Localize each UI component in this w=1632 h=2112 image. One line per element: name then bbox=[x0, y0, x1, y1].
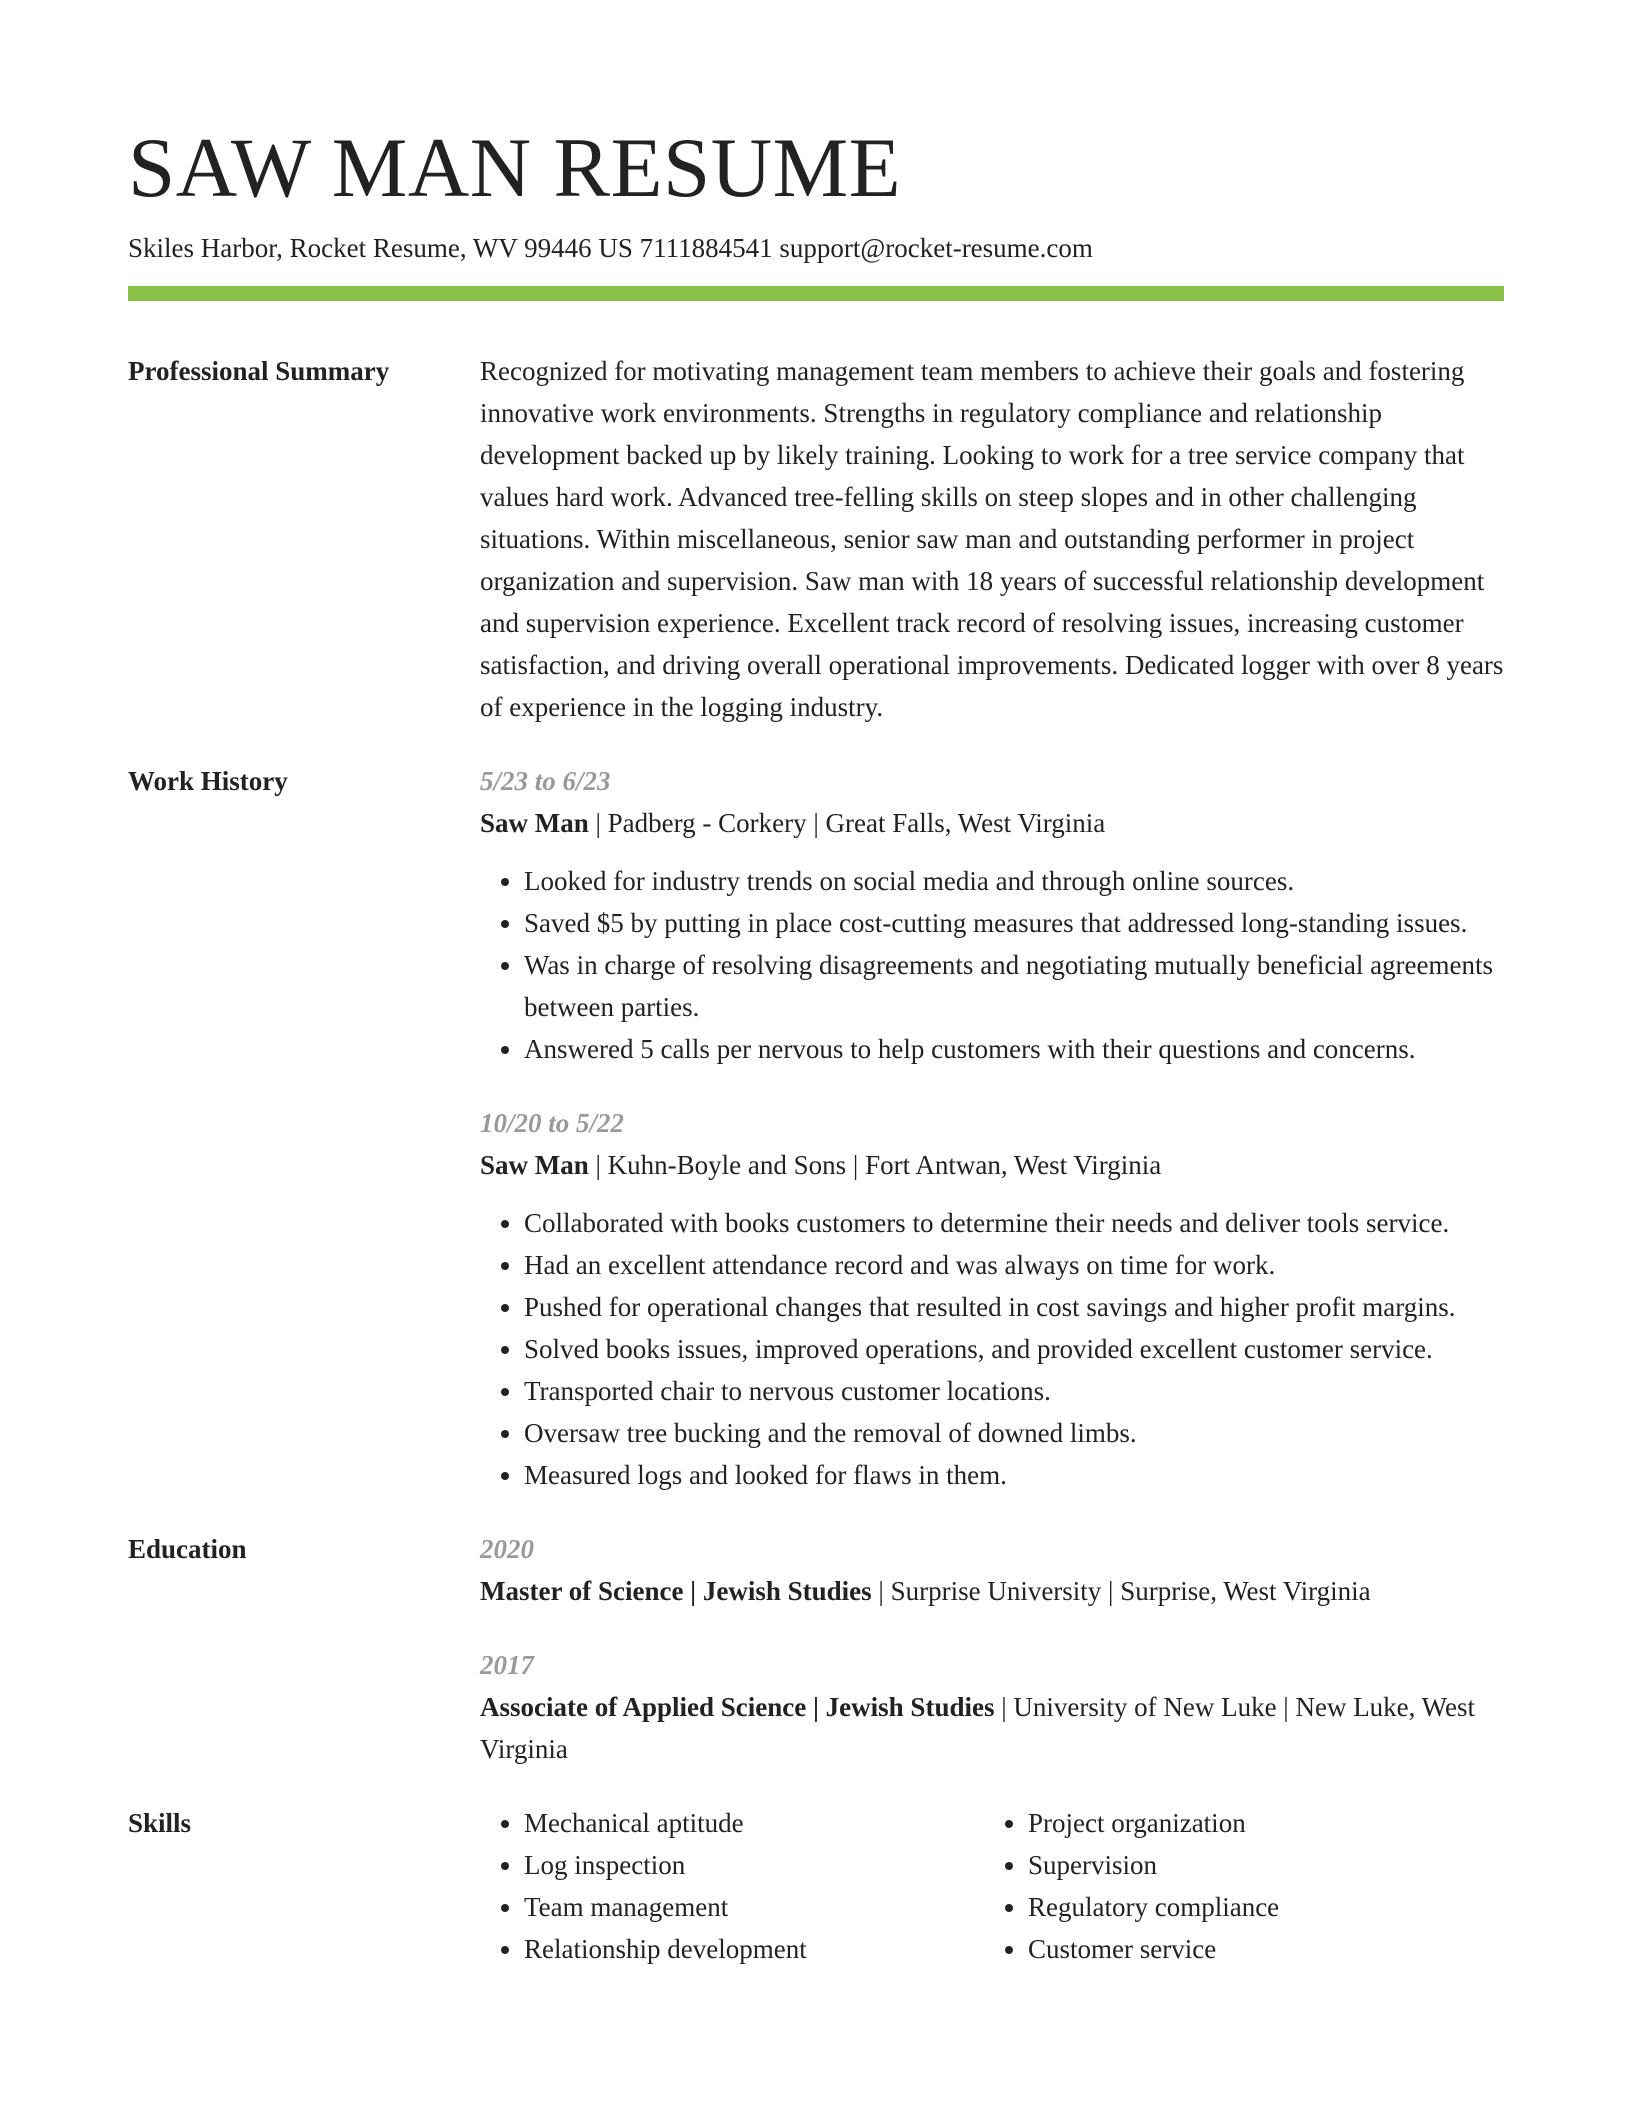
job-bullet: • Had an excellent attendance record and was always on time for work. bbox=[524, 1244, 1504, 1286]
resume-title: SAW MAN RESUME bbox=[128, 121, 902, 215]
job-details: | Kuhn-Boyle and Sons | Fort Antwan, West Virginia bbox=[588, 1150, 1162, 1180]
skills-section bbox=[128, 1802, 1504, 1970]
job-bullets bbox=[480, 1202, 1504, 1496]
skills-list-right bbox=[984, 1802, 1488, 1970]
job-dates: 10/20 to 5/22 bbox=[480, 1108, 625, 1138]
skills-heading: Skills bbox=[128, 1808, 192, 1838]
education-body bbox=[480, 1528, 1504, 1770]
skills-list-left bbox=[480, 1802, 984, 1970]
skill-item: • Customer service bbox=[1028, 1928, 1488, 1970]
job-bullet: • Saved $5 by putting in place cost-cutting measures that addressed long-standing issues. bbox=[524, 902, 1504, 944]
job-entry bbox=[480, 1102, 1504, 1496]
contact-line: Skiles Harbor, Rocket Resume, WV 99446 US 7111884541 support@rocket-resume.com bbox=[128, 233, 1093, 263]
section-spacer bbox=[128, 728, 1504, 760]
summary-heading: Professional Summary bbox=[128, 356, 390, 386]
job-dates: 5/23 to 6/23 bbox=[480, 766, 611, 796]
work-history-heading: Work History bbox=[128, 766, 288, 796]
skill-item: • Log inspection bbox=[524, 1844, 984, 1886]
skill-item: • Regulatory compliance bbox=[1028, 1886, 1488, 1928]
job-bullet: • Pushed for operational changes that resulted in cost savings and higher profit margins. bbox=[524, 1286, 1504, 1328]
job-bullet: • Measured logs and looked for flaws in them. bbox=[524, 1454, 1504, 1496]
accent-divider bbox=[128, 286, 1504, 301]
education-year: 2017 bbox=[480, 1650, 534, 1680]
job-bullet: • Answered 5 calls per nervous to help customers with their questions and concerns. bbox=[524, 1028, 1504, 1070]
skill-item: • Project organization bbox=[1028, 1802, 1488, 1844]
education-degree: Master of Science | Jewish Studies bbox=[480, 1576, 872, 1606]
job-bullet: • Solved books issues, improved operations, and provided excellent customer service. bbox=[524, 1328, 1504, 1370]
job-bullet: • Transported chair to nervous customer locations. bbox=[524, 1370, 1504, 1412]
skills-columns bbox=[480, 1802, 1504, 1970]
job-details: | Padberg - Corkery | Great Falls, West Virginia bbox=[588, 808, 1106, 838]
skill-item: • Mechanical aptitude bbox=[524, 1802, 984, 1844]
skill-item: • Team management bbox=[524, 1886, 984, 1928]
education-header bbox=[480, 1570, 1504, 1612]
skill-item: • Supervision bbox=[1028, 1844, 1488, 1886]
summary-text: Recognized for motivating management team members to achieve their goals and fostering innovative work environments. Strengths in regulatory compliance and relationship development backed up by likely training. Looking to work for a tree service company that values hard work. Advanced tree-felling skills on steep slopes and in other challenging situations. Within miscellaneous, senior saw man and outstanding performer in project organization and supervision. Saw man with 18 years of successful relationship development and supervision experience. Excellent track record of resolving issues, increasing customer satisfaction, and driving overall operational improvements. Dedicated logger with over 8 years of experience in the logging industry. bbox=[480, 356, 1504, 722]
work-history-body bbox=[480, 760, 1504, 1496]
job-entry bbox=[480, 760, 1504, 1070]
summary-body bbox=[480, 350, 1504, 728]
job-bullet: • Collaborated with books customers to determine their needs and deliver tools service. bbox=[524, 1202, 1504, 1244]
job-header bbox=[480, 1144, 1504, 1186]
education-section bbox=[128, 1528, 1504, 1770]
education-heading: Education bbox=[128, 1534, 247, 1564]
education-year: 2020 bbox=[480, 1534, 534, 1564]
education-entry bbox=[480, 1644, 1504, 1770]
education-details: | University of New Luke | New Luke, West Virginia bbox=[480, 1692, 1475, 1764]
section-spacer bbox=[128, 1770, 1504, 1802]
job-role: Saw Man bbox=[480, 808, 589, 838]
resume-sections bbox=[128, 350, 1504, 1970]
summary-section bbox=[128, 350, 1504, 728]
job-bullet: • Was in charge of resolving disagreements and negotiating mutually beneficial agreements between parties. bbox=[524, 944, 1504, 1028]
education-details: | Surprise University | Surprise, West Virginia bbox=[871, 1576, 1371, 1606]
section-spacer bbox=[128, 1496, 1504, 1528]
job-role: Saw Man bbox=[480, 1150, 589, 1180]
job-bullets bbox=[480, 860, 1504, 1070]
skill-item: • Relationship development bbox=[524, 1928, 984, 1970]
education-degree: Associate of Applied Science | Jewish Studies bbox=[480, 1692, 995, 1722]
skills-body bbox=[480, 1802, 1504, 1970]
education-entry bbox=[480, 1528, 1504, 1612]
work-history-section bbox=[128, 760, 1504, 1496]
job-bullet: • Looked for industry trends on social media and through online sources. bbox=[524, 860, 1504, 902]
job-bullet: • Oversaw tree bucking and the removal of downed limbs. bbox=[524, 1412, 1504, 1454]
education-header bbox=[480, 1686, 1504, 1770]
job-header bbox=[480, 802, 1504, 844]
